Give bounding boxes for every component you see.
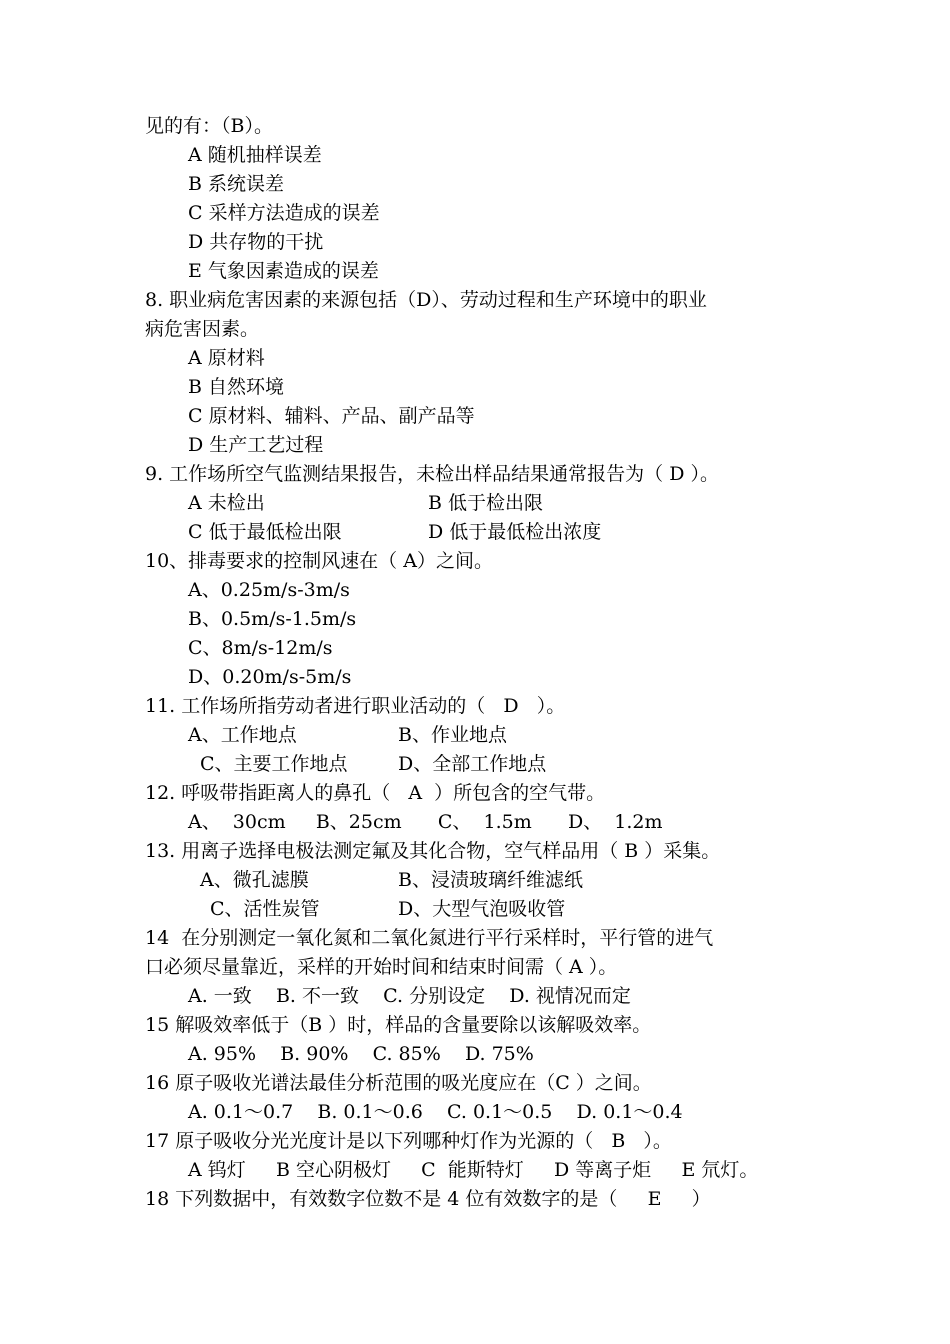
option-line: D、大型气泡吸收管 [398, 898, 566, 920]
question-14: 14 在分别测定一氧化氮和二氧化氮进行平行采样时，平行管的进气 [145, 927, 714, 949]
option-line: D、0.20m/s-5m/s [188, 666, 352, 688]
question-9: 9. 工作场所空气监测结果报告，未检出样品结果通常报告为（ D ）。 [145, 463, 719, 485]
option-line: B 自然环境 [188, 376, 285, 398]
option-line: D、全部工作地点 [398, 753, 547, 775]
question-13: 13. 用离子选择电极法测定氟及其化合物，空气样品用（ B ）采集。 [145, 840, 721, 862]
option-line: B 低于检出限 [428, 492, 544, 514]
question-14-cont: 口必须尽量靠近，采样的开始时间和结束时间需（ A ）。 [145, 956, 618, 978]
question-8-cont: 病危害因素。 [145, 318, 260, 340]
option-line: C 采样方法造成的误差 [188, 202, 380, 224]
option-line: A. 95% B. 90% C. 85% D. 75% [188, 1043, 534, 1065]
option-line: A 随机抽样误差 [188, 144, 322, 166]
question-10: 10、排毒要求的控制风速在（ A）之间。 [145, 550, 493, 572]
option-line: D 生产工艺过程 [188, 434, 324, 456]
option-line: D 低于最低检出浓度 [428, 521, 602, 543]
option-line: A 原材料 [188, 347, 265, 369]
option-line: C、主要工作地点 [200, 753, 348, 775]
text-line: 见的有：（B）。 [145, 115, 273, 137]
question-17: 17 原子吸收分光光度计是以下列哪种灯作为光源的（ B ）。 [145, 1130, 672, 1152]
option-line: C、活性炭管 [210, 898, 320, 920]
option-line: D 共存物的干扰 [188, 231, 324, 253]
option-line: B、浸渍玻璃纤维滤纸 [398, 869, 583, 891]
option-line: A 钨灯 B 空心阴极灯 C 能斯特灯 D 等离子炬 E 氘灯。 [188, 1159, 759, 1181]
question-12: 12. 呼吸带指距离人的鼻孔（ A ）所包含的空气带。 [145, 782, 606, 804]
option-line: C 低于最低检出限 [188, 521, 342, 543]
option-line: B、作业地点 [398, 724, 507, 746]
option-line: A、 30cm B、25cm C、 1.5m D、 1.2m [188, 811, 663, 833]
question-15: 15 解吸效率低于（B ）时，样品的含量要除以该解吸效率。 [145, 1014, 652, 1036]
question-8: 8. 职业病危害因素的来源包括（D）、劳动过程和生产环境中的职业 [145, 289, 707, 311]
option-line: A、0.25m/s-3m/s [188, 579, 350, 601]
question-16: 16 原子吸收光谱法最佳分析范围的吸光度应在（C ）之间。 [145, 1072, 652, 1094]
option-line: A. 0.1～0.7 B. 0.1～0.6 C. 0.1～0.5 D. 0.1～0.4 [188, 1101, 683, 1123]
option-line: E 气象因素造成的误差 [188, 260, 379, 282]
question-11: 11. 工作场所指劳动者进行职业活动的（ D ）。 [145, 695, 566, 717]
option-line: A、微孔滤膜 [200, 869, 309, 891]
question-18: 18 下列数据中，有效数字位数不是 4 位有效数字的是（ E ） [145, 1188, 711, 1210]
option-line: C 原材料、辅料、产品、副产品等 [188, 405, 475, 427]
option-line: B 系统误差 [188, 173, 285, 195]
option-line: A、工作地点 [188, 724, 297, 746]
option-line: B、0.5m/s-1.5m/s [188, 608, 357, 630]
option-line: C、8m/s-12m/s [188, 637, 333, 659]
option-line: A 未检出 [188, 492, 265, 514]
option-line: A. 一致 B. 不一致 C. 分别设定 D. 视情况而定 [188, 985, 631, 1007]
